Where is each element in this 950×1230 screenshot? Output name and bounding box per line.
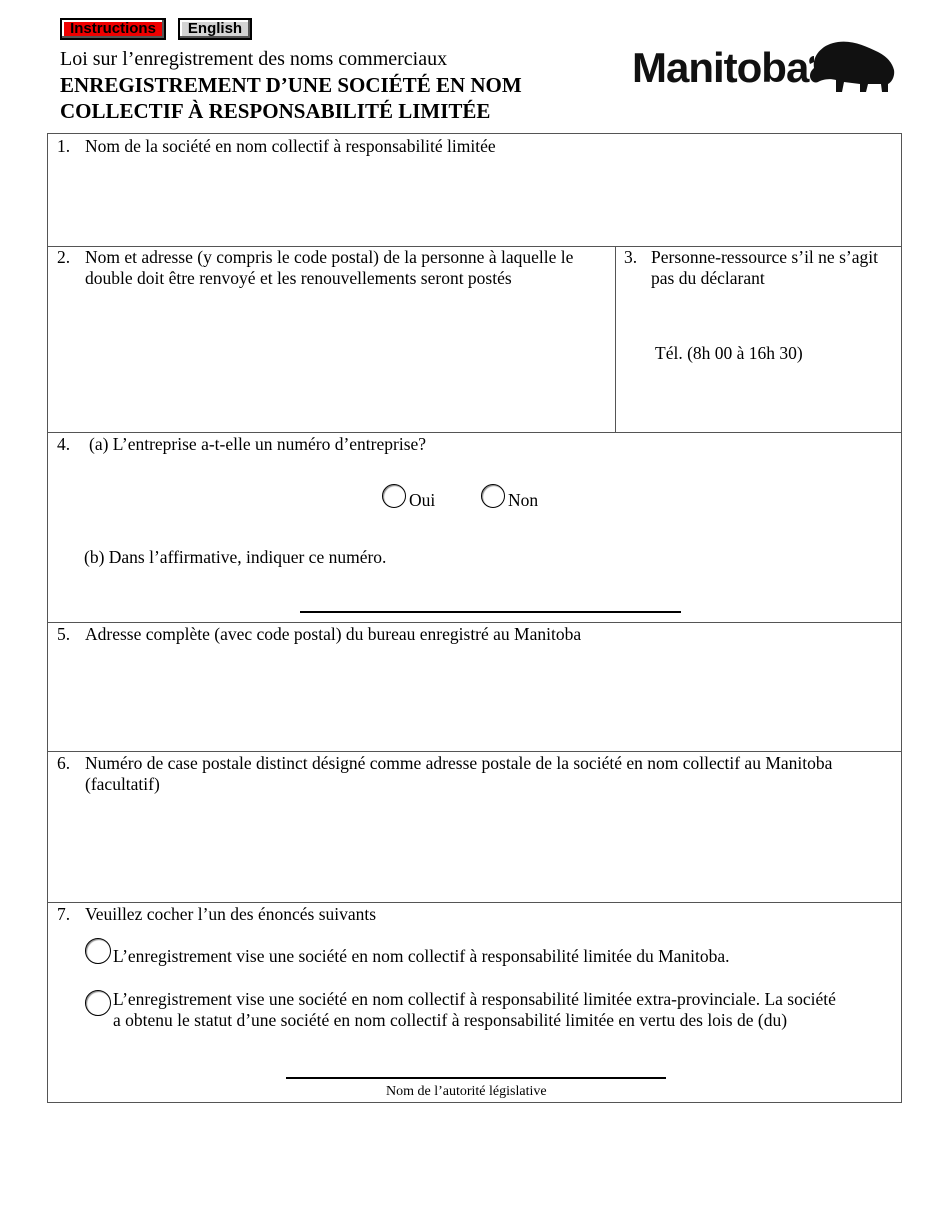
form-title-line2: COLLECTIF À RESPONSABILITÉ LIMITÉE <box>60 99 491 123</box>
section3-label <box>651 247 901 289</box>
section5-number: 5. <box>57 624 71 644</box>
section6-label <box>85 753 900 795</box>
section2-label-line1: Nom et adresse (y compris le code postal) de la personne à laquelle le <box>85 247 574 267</box>
english-button[interactable]: English <box>178 18 252 40</box>
section7-label: Veuillez cocher l’un des énoncés suivants <box>85 904 377 924</box>
option2-line2: a obtenu le statut d’une société en nom collectif à responsabilité limitée en vertu des lois de (du) <box>113 1010 788 1030</box>
radio-extraprovincial-llp[interactable] <box>85 990 111 1016</box>
radio-manitoba-llp[interactable] <box>85 938 111 964</box>
section5-label: Adresse complète (avec code postal) du bureau enregistré au Manitoba <box>85 624 582 644</box>
section6-number: 6. <box>57 753 71 773</box>
radio-oui-label: Oui <box>409 490 436 510</box>
section6-label-line2: (facultatif) <box>85 774 160 794</box>
business-number-input-line[interactable] <box>300 611 681 613</box>
logo-wordmark: Manitoba <box>632 44 809 91</box>
form-title-line1: ENREGISTREMENT D’UNE SOCIÉTÉ EN NOM <box>60 73 522 97</box>
radio-non-label: Non <box>508 490 539 510</box>
bison-icon <box>808 38 896 94</box>
radio-manitoba-llp-label: L’enregistrement vise une société en nom collectif à responsabilité limitée du Manitoba. <box>113 946 730 966</box>
authority-caption: Nom de l’autorité législative <box>386 1084 547 1099</box>
section3-label-line2: pas du déclarant <box>651 268 765 288</box>
section7-number: 7. <box>57 904 71 924</box>
section3-label-line1: Personne-ressource s’il ne s’agit <box>651 247 878 267</box>
form-title <box>60 72 522 124</box>
phone-label: Tél. (8h 00 à 16h 30) <box>655 343 803 363</box>
question-business-number: (a) L’entreprise a-t-elle un numéro d’entreprise? <box>89 434 427 454</box>
radio-extraprovincial-llp-label <box>113 989 898 1031</box>
act-title: Loi sur l’enregistrement des noms commerciaux <box>60 48 448 70</box>
option2-line1: L’enregistrement vise une société en nom collectif à responsabilité limitée extra-provinciale. La société <box>113 989 836 1009</box>
radio-oui[interactable] <box>382 484 406 508</box>
radio-non[interactable] <box>481 484 505 508</box>
section2-label-line2: double doit être renvoyé et les renouvellements seront postés <box>85 268 512 288</box>
section2-number: 2. <box>57 247 71 267</box>
section4-number: 4. <box>57 434 71 454</box>
authority-name-input-line[interactable] <box>286 1077 666 1079</box>
section6-label-line1: Numéro de case postale distinct désigné comme adresse postale de la société en nom collectif au Manitoba <box>85 753 833 773</box>
registration-form <box>47 133 902 1103</box>
question-number-value: (b) Dans l’affirmative, indiquer ce numéro. <box>84 547 387 567</box>
section2-label <box>85 247 613 289</box>
instructions-button[interactable]: Instructions <box>60 18 166 40</box>
manitoba-logo <box>632 38 894 96</box>
section1-label: Nom de la société en nom collectif à responsabilité limitée <box>85 136 496 156</box>
section1-number: 1. <box>57 136 71 156</box>
section3-number: 3. <box>624 247 638 267</box>
